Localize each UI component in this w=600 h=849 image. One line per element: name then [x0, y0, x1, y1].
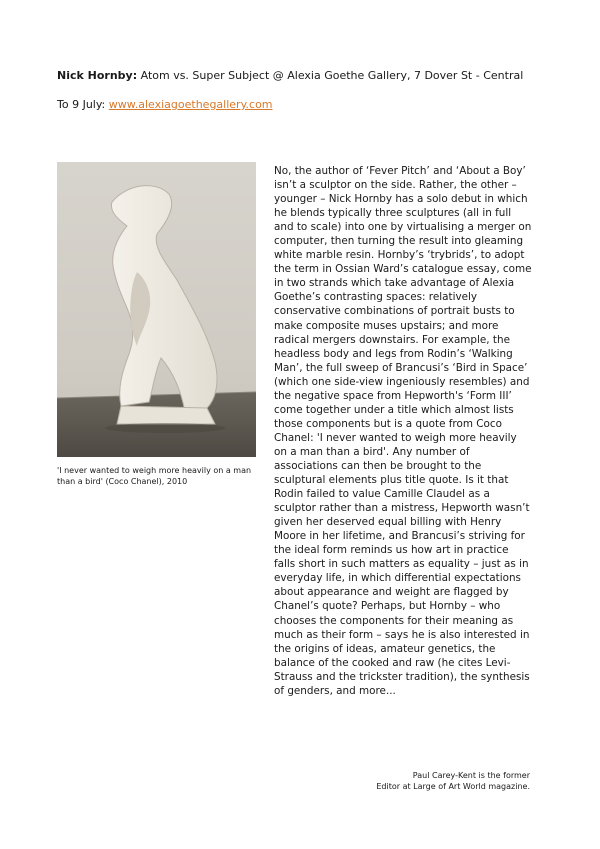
- review-text: No, the author of ‘Fever Pitch’ and ‘About a Boy’ isn’t a sculptor on the side. Rather, the other – younger – Nick Hornby has a solo debut in which he blends typically three sculptures (all in full and to scale) into one by virtualising a merger on computer, then turning the result into gleaming white marble resin. Hornby’s ‘trybrids’, to adopt the term in Ossian Ward’s catalogue essay, come in two strands which take advantage of Alexia Goethe’s contrasting spaces: relatively conservative combinations of portrait busts to make composite muses upstairs; and more radical mergers downstairs. For example, the headless body and legs from Rodin’s ‘Walking Man’, the full sweep of Brancusi’s ‘Bird in Space’ (which one side-view ingeniously resembles) and the negative space from Hepworth's ‘Form III’ come together under a title which almost lists those components but is a quote from Coco Chanel: 'I never wanted to weigh more heavily on a man than a bird'. Any number of associations can then be brought to the sculptural elements plus title quote. Is it that Rodin failed to value Camille Claudel as a sculptor rather than a mistress, Hepworth wasn’t given her deserved equal billing with Henry Moore in her lifetime, and Brancusi’s striving for the ideal form reminds us how art in practice falls short in such matters as equality – just as in everyday life, in which differential expectations about appearance and weight are flagged by Chanel’s quote? Perhaps, but Hornby – who chooses the components for their meaning as much as their form – says he is also interested in the origins of ideas, amateur genetics, the balance of the cooked and raw (he cites Levi-Strauss and the trickster tradition), the synthesis of genders, and more...: [274, 165, 532, 697]
- credit-line-2: Editor at Large of Art World magazine.: [376, 782, 530, 791]
- exhibition-title: Atom vs. Super Subject @ Alexia Goethe Gallery, 7 Dover St - Central: [137, 69, 524, 82]
- dates-label: To 9 July:: [57, 98, 109, 111]
- author-credit: [270, 770, 530, 792]
- exhibition-dates: [57, 97, 273, 112]
- sculpture-photo: [57, 162, 256, 457]
- gallery-link[interactable]: www.alexiagoethegallery.com: [108, 98, 273, 111]
- credit-line-1: Paul Carey-Kent is the former: [412, 771, 530, 780]
- photo-caption: 'I never wanted to weigh more heavily on a man than a bird' (Coco Chanel), 2010: [57, 466, 252, 486]
- article-heading: [57, 68, 523, 83]
- artist-name: Nick Hornby:: [57, 69, 138, 82]
